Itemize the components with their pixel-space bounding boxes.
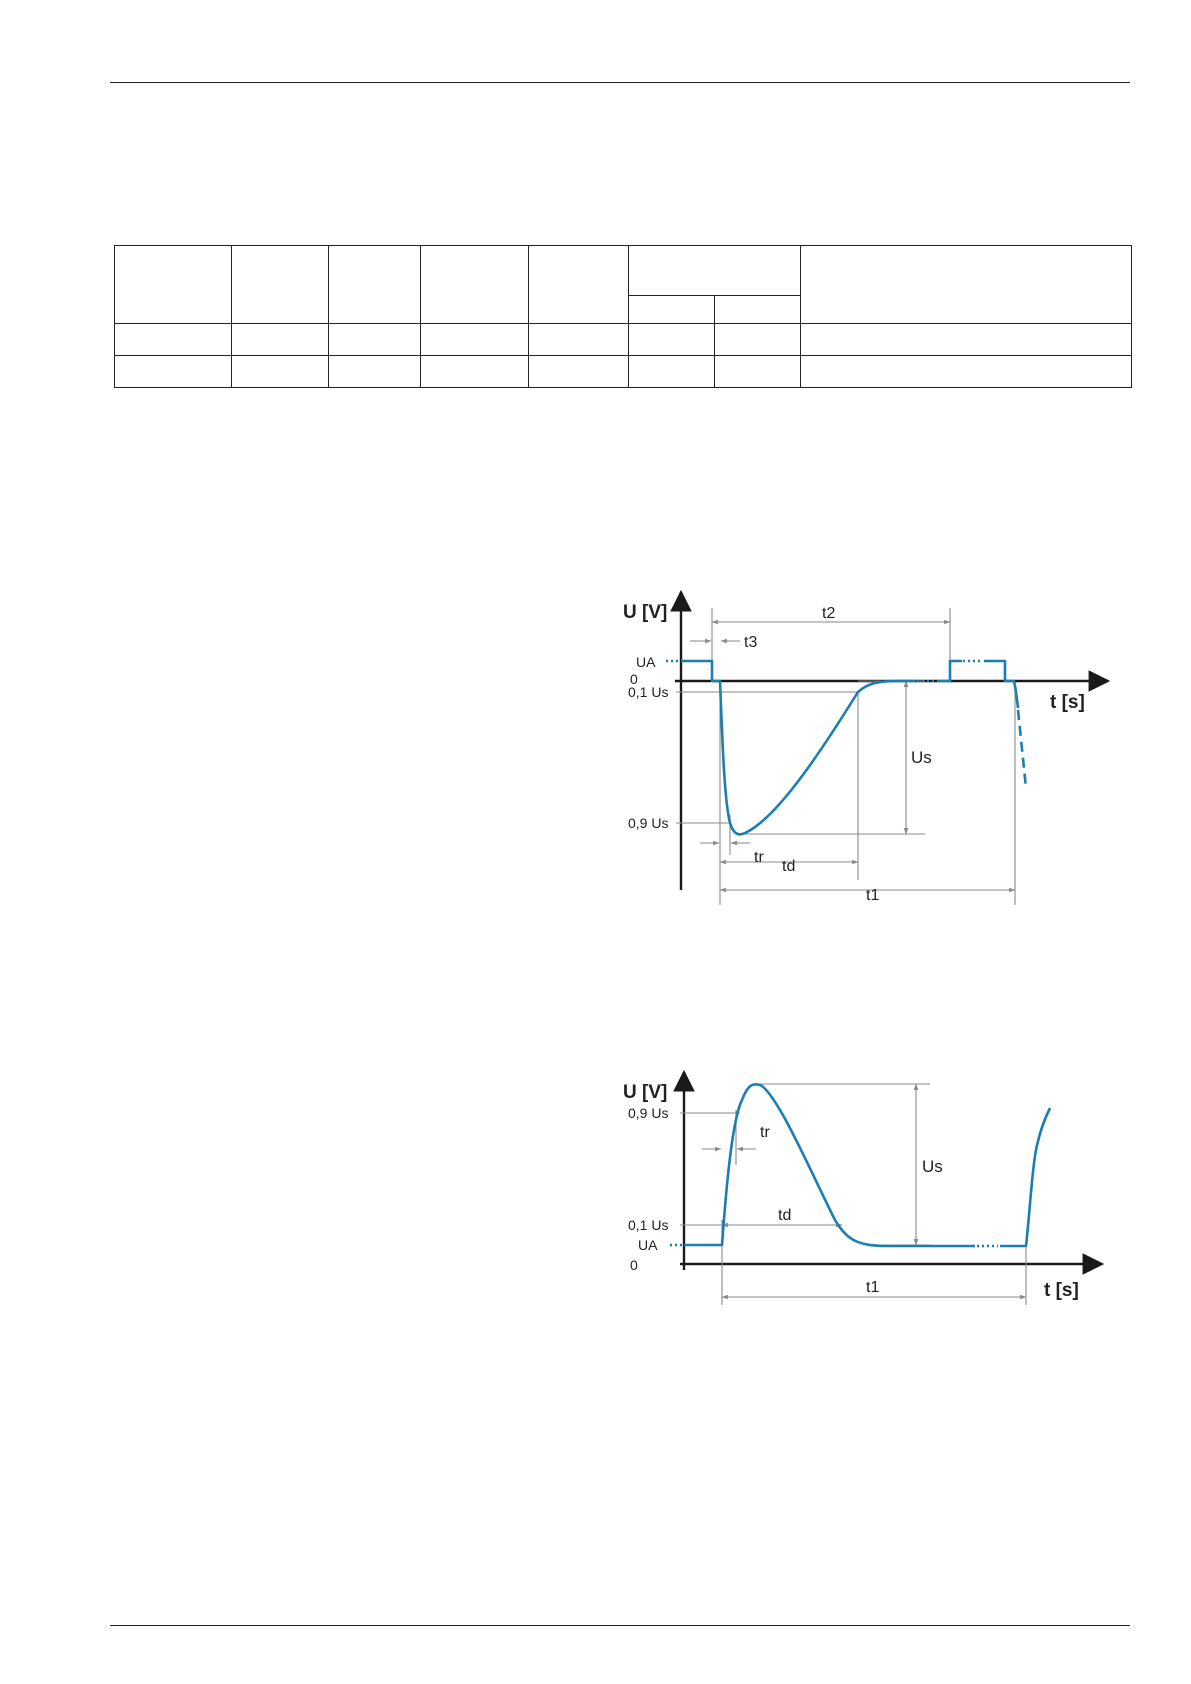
zero-label: 0 <box>630 671 638 687</box>
table-cell <box>715 356 801 388</box>
table-cell <box>801 324 1132 356</box>
us-label: Us <box>911 748 932 767</box>
table-cell <box>629 246 801 296</box>
table-header-row <box>115 246 1132 296</box>
table-cell <box>421 246 529 324</box>
table-row <box>115 356 1132 388</box>
table-cell <box>715 324 801 356</box>
y-axis-label: U [V] <box>623 1082 668 1103</box>
table-cell <box>421 356 529 388</box>
table-cell <box>421 324 529 356</box>
table-cell <box>329 356 421 388</box>
zero-label: 0 <box>630 1257 638 1273</box>
next-pulse-dashed <box>1018 710 1026 788</box>
us-label: Us <box>922 1157 943 1176</box>
table-cell <box>629 356 715 388</box>
td-label: td <box>778 1207 792 1224</box>
ua-label: UA <box>638 1237 658 1253</box>
level-09-label: 0,9 Us <box>628 1105 669 1121</box>
y-axis-label: U [V] <box>623 602 668 623</box>
table-cell <box>329 324 421 356</box>
ua-label: UA <box>636 654 656 670</box>
table-row <box>115 324 1132 356</box>
table-cell <box>115 324 232 356</box>
header-rule <box>110 82 1130 83</box>
table-cell <box>329 246 421 324</box>
t2-label: t2 <box>822 605 836 622</box>
t1-label: t1 <box>866 1279 880 1296</box>
next-burst-top <box>938 661 962 681</box>
x-axis-label: t [s] <box>1044 1280 1079 1301</box>
positive-pulse-diagram <box>620 1070 1120 1330</box>
footer-rule <box>110 1625 1130 1626</box>
x-axis-label: t [s] <box>1050 692 1085 713</box>
table-cell <box>715 296 801 324</box>
table-cell <box>801 246 1132 324</box>
table-cell <box>629 296 715 324</box>
tr-label: tr <box>760 1124 770 1141</box>
figure-positive-pulse <box>620 1070 1120 1335</box>
next-pulse-rise <box>1000 1108 1050 1246</box>
level-01-label: 0,1 Us <box>628 1217 669 1233</box>
figure-negative-pulse <box>620 590 1120 935</box>
table-cell <box>529 246 629 324</box>
next-burst-end <box>984 661 1018 708</box>
table-cell <box>232 246 329 324</box>
level-09-label: 0,9 Us <box>628 815 669 831</box>
level-01-label: 0,1 Us <box>628 684 669 700</box>
table-cell <box>801 356 1132 388</box>
td-label: td <box>782 858 796 875</box>
table-cell <box>529 324 629 356</box>
table-cell <box>529 356 629 388</box>
table-cell <box>629 324 715 356</box>
t3-label: t3 <box>744 634 758 651</box>
table-cell <box>232 324 329 356</box>
table-cell <box>115 246 232 324</box>
t1-label: t1 <box>866 887 880 904</box>
table-cell <box>232 356 329 388</box>
negative-pulse-diagram <box>620 590 1120 930</box>
table-cell <box>115 356 232 388</box>
tr-label: tr <box>754 849 764 866</box>
parameter-table <box>114 245 1132 388</box>
negative-pulse-curve <box>681 661 915 834</box>
